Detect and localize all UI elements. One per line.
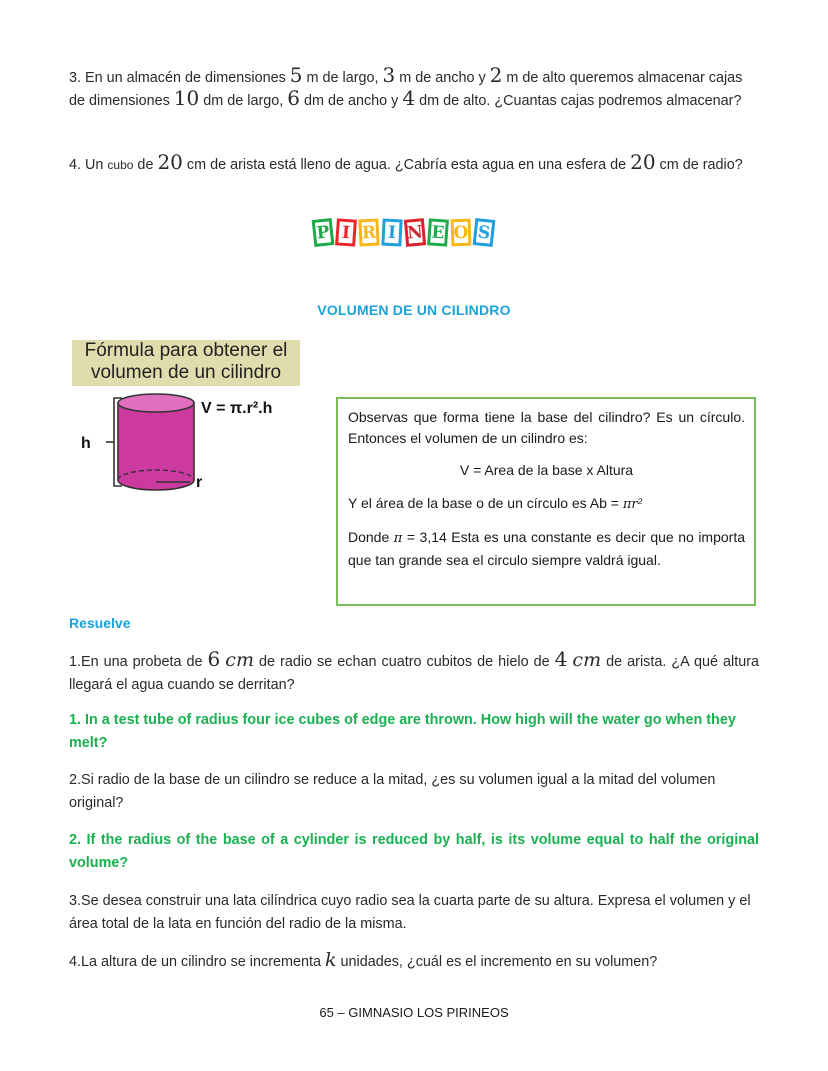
resuelve-question-1-english: 1. In a test tube of radius four ice cubes of edge are thrown. How high will the water go when they melt? xyxy=(69,712,736,751)
text: m de alto queremos almacenar cajas de dimensiones xyxy=(69,70,743,109)
text: dm de ancho y xyxy=(299,93,403,109)
exercise-4-cube-sphere xyxy=(69,150,759,177)
math-number: 2 xyxy=(489,63,503,87)
cylinder-volume-formula: V = π.r².h xyxy=(201,400,273,417)
logo-tile: E xyxy=(427,218,449,246)
text: de xyxy=(133,157,158,173)
text: unidades, ¿cuál es el incremento en su volumen? xyxy=(336,954,658,970)
figure-title-line: Fórmula para obtener el xyxy=(84,340,288,361)
text: m de ancho y xyxy=(395,70,490,86)
text: cubo xyxy=(107,158,134,172)
resuelve-question-3: 3.Se desea construir una lata cilíndrica cuyo radio sea la cuarta parte de su altura. Expresa el volumen y el área total de la lata en función del radio de la misma. xyxy=(69,893,751,932)
math-number: 4 xyxy=(402,86,416,110)
math-number: 10 xyxy=(173,86,200,110)
math-symbol: π xyxy=(393,531,403,546)
explanation-box xyxy=(336,397,756,606)
figure-title xyxy=(72,340,300,386)
text: dm de largo, xyxy=(199,93,288,109)
resuelve-question-2: 2.Si radio de la base de un cilindro se reduce a la mitad, ¿es su volumen igual a la mitad del volumen original? xyxy=(69,772,716,811)
box-paragraph: Observas que forma tiene la base del cilindro? Es un círculo. Entonces el volumen de un cilindro es: xyxy=(348,409,745,446)
text: 4. Un xyxy=(69,157,108,173)
resuelve-question-4 xyxy=(69,949,759,974)
math-number: 20 xyxy=(157,150,183,174)
box-paragraph xyxy=(348,493,745,516)
text: dm de alto. ¿Cuantas cajas podremos almacenar? xyxy=(415,93,742,109)
math-unit: cm xyxy=(572,649,602,671)
text: = 3,14 Esta es una constante es decir que no importa que tan grande sea el circulo siempre valdrá igual. xyxy=(348,529,745,568)
resuelve-heading: Resuelve xyxy=(69,615,131,631)
math-number: 4 xyxy=(554,647,568,671)
text: Y el área de la base o de un círculo es Ab = xyxy=(348,494,623,511)
page-footer: 65 – GIMNASIO LOS PIRINEOS xyxy=(319,1005,509,1020)
box-formula: V = Area de la base x Altura xyxy=(459,462,634,478)
logo-tile: N xyxy=(404,218,426,247)
exercise-3-warehouse xyxy=(69,63,759,113)
text: m de largo, xyxy=(302,70,383,86)
text: cm de arista está lleno de agua. ¿Cabría esta agua en una esfera de xyxy=(182,157,631,173)
text: 3. En un almacén de dimensiones xyxy=(69,70,290,86)
logo-tile: O xyxy=(451,219,472,247)
math-number: 6 xyxy=(207,647,221,671)
text: Donde xyxy=(348,529,394,545)
label-h: h xyxy=(81,435,91,452)
box-paragraph xyxy=(348,527,745,570)
resuelve-question-1 xyxy=(69,649,759,697)
logo-tile: R xyxy=(358,218,379,246)
math-expression: πr² xyxy=(622,496,643,512)
math-number: 6 xyxy=(287,86,300,110)
math-number: 20 xyxy=(630,150,656,174)
math-number: 3 xyxy=(382,63,396,87)
logo-tile: I xyxy=(335,218,357,246)
resuelve-question-2-english: 2. If the radius of the base of a cylinder is reduced by half, is its volume equal to half the original volume? xyxy=(69,832,759,871)
logo-tile: S xyxy=(473,218,496,247)
logo-tile: P xyxy=(312,218,335,247)
math-number: 5 xyxy=(289,63,303,87)
figure-title-line: volumen de un cilindro xyxy=(90,362,282,383)
text: 4.La altura de un cilindro se incrementa xyxy=(69,954,325,970)
text: 1.En una probeta de xyxy=(69,654,208,670)
text: cm de radio? xyxy=(655,157,743,173)
text: de arista. ¿A qué altura llegará el agua cuando se derritan? xyxy=(69,654,760,693)
label-r: r xyxy=(196,474,203,491)
cylinder-diagram-icon xyxy=(72,388,212,500)
math-variable: k xyxy=(324,949,337,971)
pirineos-logo xyxy=(313,219,519,251)
text: de radio se echan cuatro cubitos de hielo de xyxy=(253,654,555,670)
section-title: VOLUMEN DE UN CILINDRO xyxy=(317,302,511,318)
math-unit: cm xyxy=(225,649,254,671)
logo-tile: I xyxy=(381,218,402,246)
